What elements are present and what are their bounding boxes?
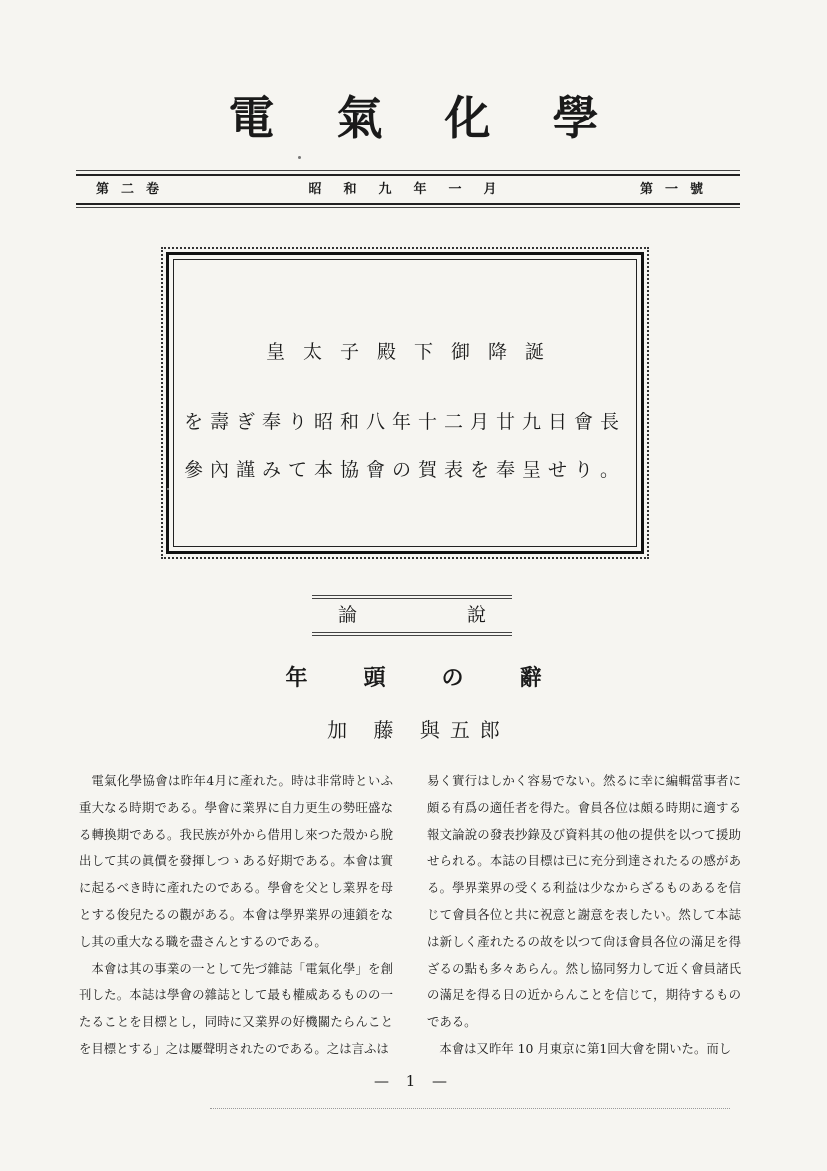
masthead-rule-top-2 xyxy=(76,174,740,176)
masthead-rule-bottom-1 xyxy=(76,203,740,205)
article-title: 年頭の辭 xyxy=(285,666,598,691)
paragraph: 電氣化學協會は昨年4月に產れた。時は非常時といふ重大なる時期である。學會に業界に自力更生の勢旺盛なる轉換期である。我民族が外から借用し來つた殼から脫出して其の眞價を發揮しつゝある好期である。本會は實に起るべき時に產れたのである。學會を父とし業界を母とする俊兒たるの觀がある。本會は學界業界の連鎖をなし其の重大なる職を盡さんとするのである。 xyxy=(79,773,393,949)
section-rule-bottom-2 xyxy=(312,635,512,636)
page-number: — 1 — xyxy=(373,1072,454,1090)
issue-number: 第一號 xyxy=(640,182,716,197)
notice-frame xyxy=(166,252,644,554)
section-rule-top-2 xyxy=(312,598,512,599)
section-label xyxy=(312,602,512,628)
issue-date: 昭和九年一月 xyxy=(308,182,519,197)
section-label-right: 說 xyxy=(466,604,486,626)
section-label-left: 論 xyxy=(338,604,358,626)
section-rule-bottom xyxy=(312,632,512,633)
ink-speck xyxy=(298,156,301,159)
paragraph: 易く實行はしかく容易でない。然るに幸に編輯當事者に頗る有爲の適任者を得た。會員各位は頗る時期に適する報文論說の發表抄錄及び資料其の他の提供を以つて援助せられる。本誌の目標は已に充分到達されたるの感がある。學界業界の受くる利益は少なからざるものあるを信じて會員各位と共に祝意と謝意を表したい。然して本誌は新しく產れたるの故を以つて尙ほ會員各位の滿足を得ざるの點も多々あらん。然し協同努力して近く會員諸氏の滿足を得る日の近からんことを信じて，期待するものである。 xyxy=(427,773,741,1030)
journal-title: 電氣化學 xyxy=(228,91,661,145)
ink-speck xyxy=(167,488,169,490)
notice-text-line: を壽ぎ奉り昭和八年十二月廿九日會長 xyxy=(183,411,626,433)
section-rule-top xyxy=(312,595,512,596)
article-column-right xyxy=(427,768,741,1063)
masthead-rule-top-1 xyxy=(76,170,740,171)
paragraph: 本會は又昨年 10 月東京に第1回大會を開いた。而し xyxy=(439,1040,732,1056)
scan-noise-line xyxy=(210,1108,730,1109)
article-author: 加 藤 與五郎 xyxy=(327,718,510,742)
notice-text-line: 參內謹みて本協會の賀表を奉呈せり。 xyxy=(183,459,626,481)
notice-heading: 皇太子殿下御降誕 xyxy=(265,341,562,363)
volume-number: 第二卷 xyxy=(96,182,172,197)
article-column-left xyxy=(79,768,393,1063)
paragraph: 本會は其の事業の一として先づ雜誌「電氣化學」を創刊した。本誌は學會の雜誌として最も權威あるものの一たることを目標とし，同時に又業界の好機關たらんことを目標とする」之は屢聲明されたのである。之は言ふは xyxy=(79,960,393,1056)
masthead-rule-bottom-2 xyxy=(76,207,740,208)
